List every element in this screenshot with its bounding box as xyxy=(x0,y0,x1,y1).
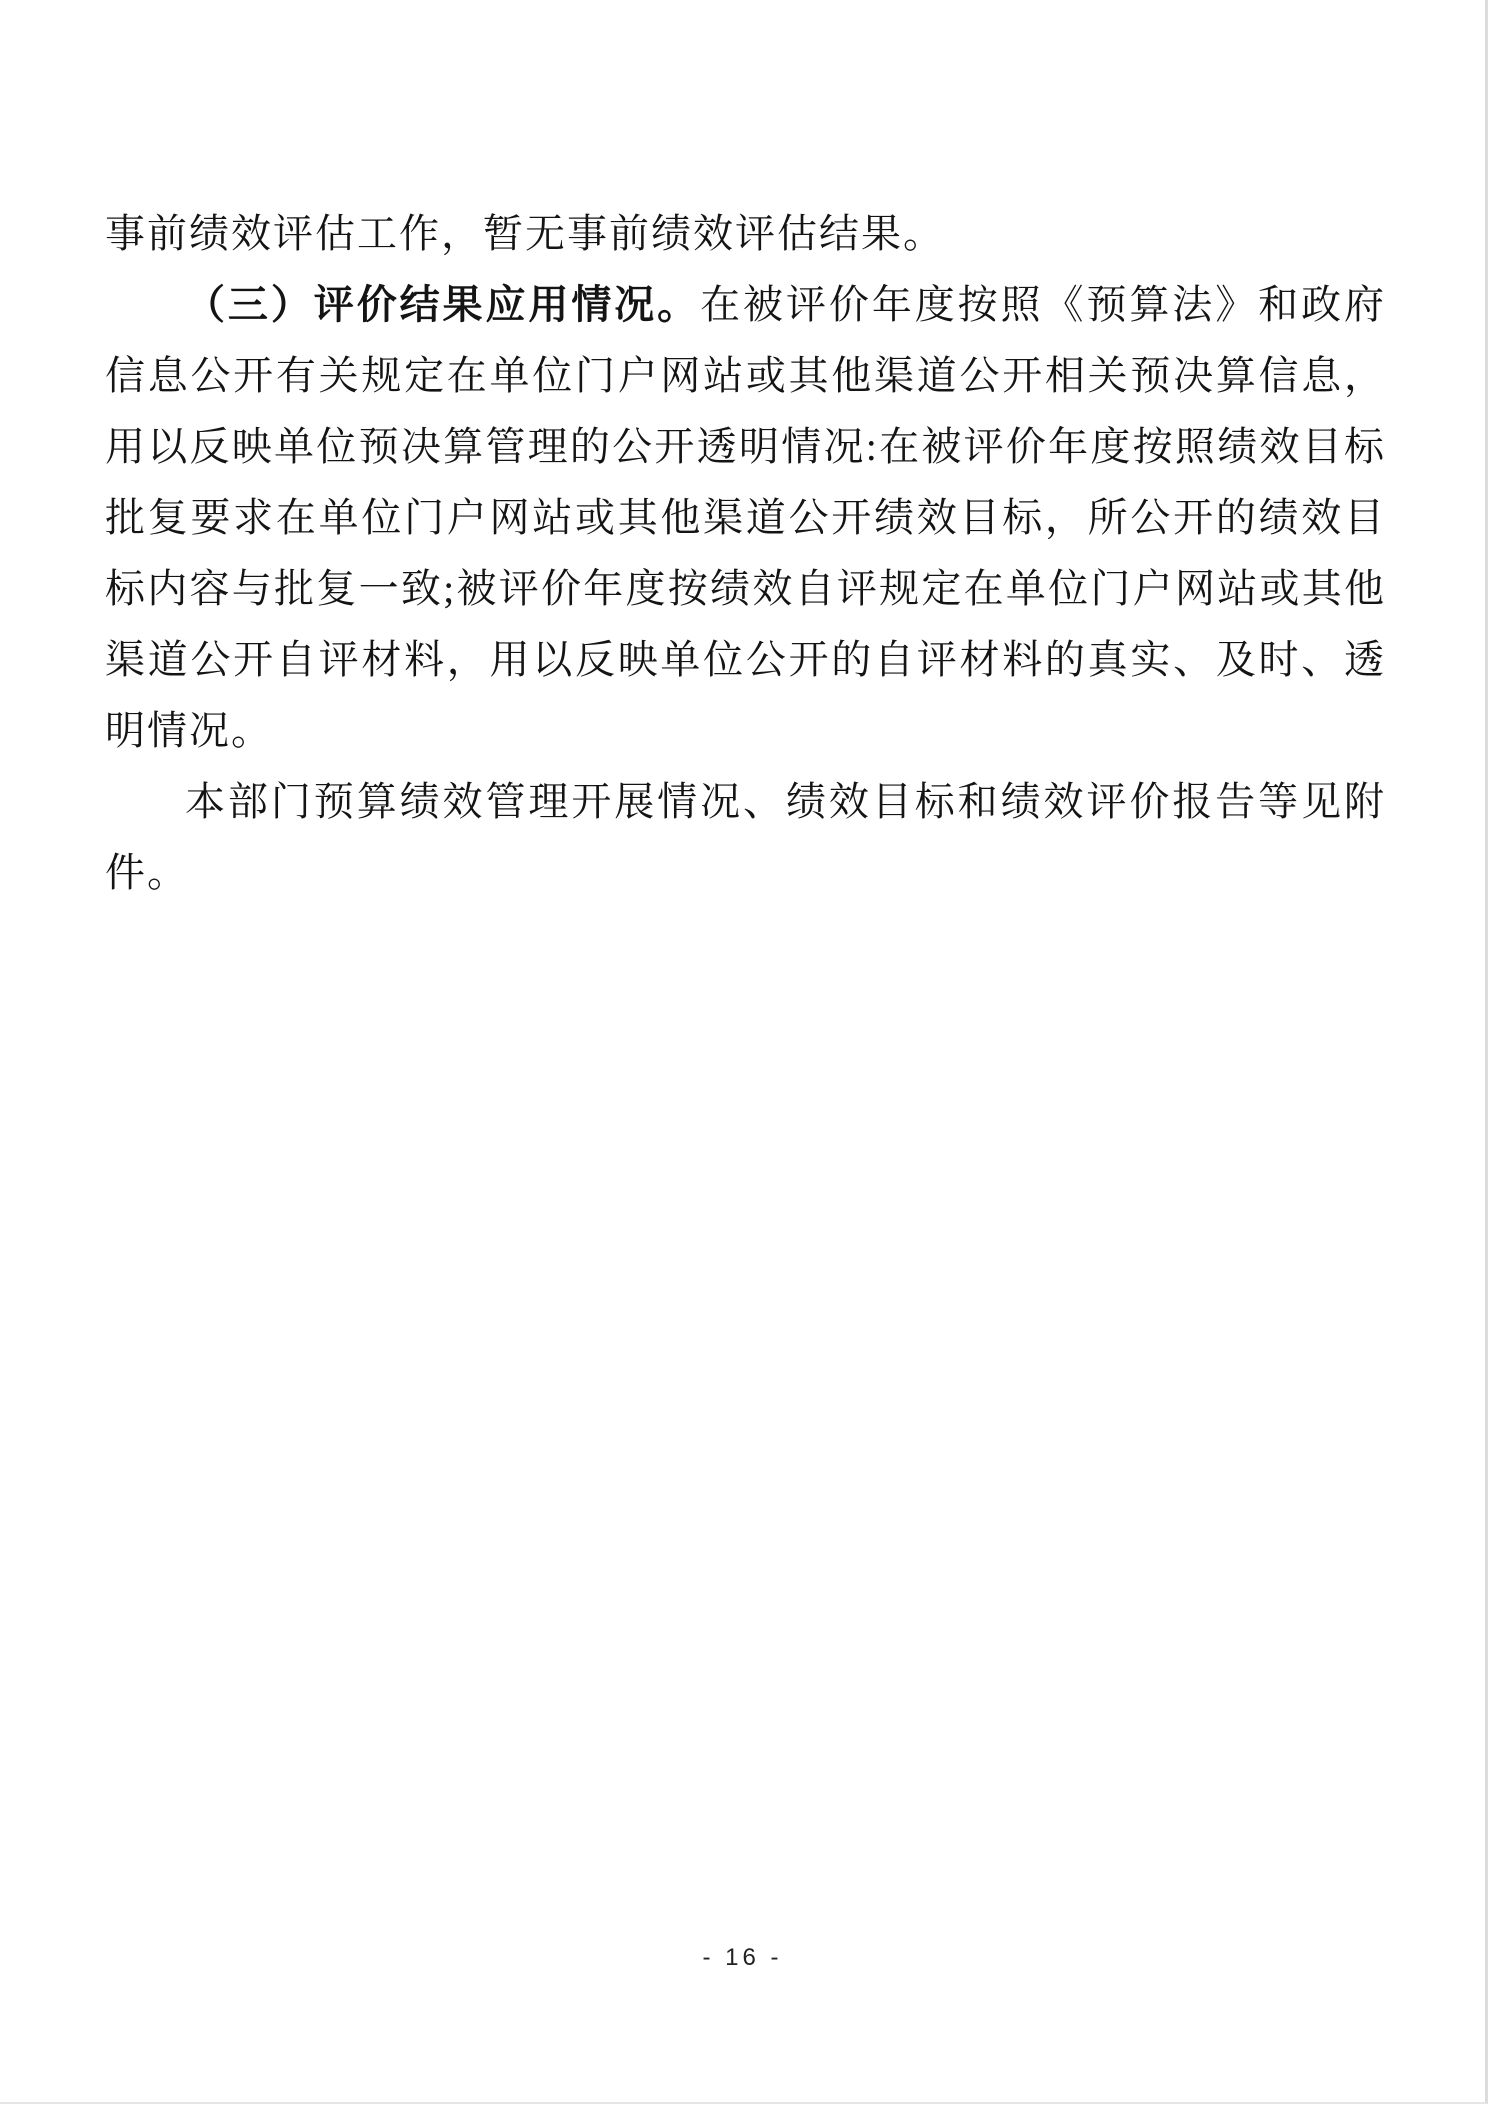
paragraph-text: 事前绩效评估工作，暂无事前绩效评估结果。 xyxy=(105,211,945,256)
paragraph-closing xyxy=(105,766,1386,908)
paragraph-text: 本部门预算绩效管理开展情况、绩效目标和绩效评价报告等见附件。 xyxy=(105,779,1386,895)
paragraph-text: 在被评价年度按照《预算法》和政府信息公开有关规定在单位门户网站或其他渠道公开相关预决算信息，用以反映单位预决算管理的公开透明情况:在被评价年度按照绩效目标批复要求在单位门户网站或其他渠道公开绩效目标，所公开的绩效目标内容与批复一致;被评价年度按绩效自评规定在单位门户网站或其他渠道公开自评材料，用以反映单位公开的自评材料的真实、及时、透明情况。 xyxy=(105,282,1387,753)
page-number: - 16 - xyxy=(702,1944,783,1971)
document-body xyxy=(105,198,1386,908)
section-heading: （三）评价结果应用情况。 xyxy=(185,282,701,327)
paragraph-continuation xyxy=(105,198,1386,269)
paragraph-section-three xyxy=(105,269,1386,766)
